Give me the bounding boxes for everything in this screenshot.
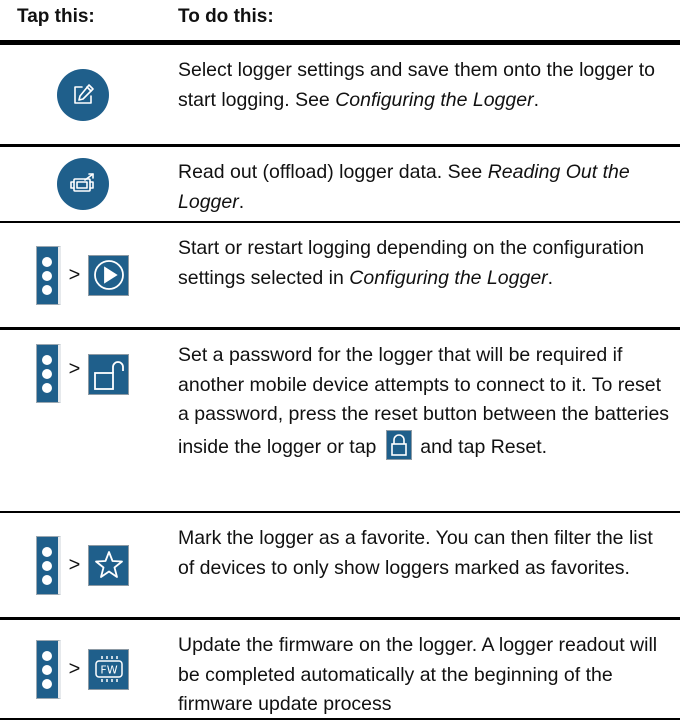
row-description: Update the firmware on the logger. A logger readout will be completed automatically at the beginning of the firmware update process <box>178 634 658 715</box>
icon-cell <box>0 147 165 221</box>
separator-arrow: > <box>68 358 81 380</box>
table-row-readout <box>0 147 680 223</box>
header-to-do-this: To do this: <box>178 6 274 27</box>
row-description: Read out (offload) logger data. See Reading Out the Logger. <box>178 161 630 213</box>
link-reading-out-the-logger[interactable]: Reading Out the Logger <box>178 161 630 213</box>
lock-icon[interactable] <box>386 430 412 460</box>
separator-arrow: > <box>68 553 81 576</box>
separator-arrow: > <box>68 657 81 680</box>
row-description: Select logger settings and save them onto the logger to start logging. See Configuring the Logger. <box>178 59 655 111</box>
firmware-icon[interactable] <box>88 649 129 690</box>
link-configuring-the-logger[interactable]: Configuring the Logger <box>349 266 548 289</box>
icon-cell <box>0 330 165 511</box>
icon-cell <box>0 513 165 617</box>
row-description: Start or restart logging depending on the configuration settings selected in Configuring the Logger. <box>178 237 645 289</box>
table-row-firmware <box>0 620 680 720</box>
readout-offload-icon[interactable] <box>57 158 109 210</box>
table-row-password <box>0 330 680 513</box>
more-menu-icon[interactable] <box>36 246 61 305</box>
icon-cell <box>0 620 165 718</box>
more-menu-icon[interactable] <box>36 344 61 403</box>
more-menu-icon[interactable] <box>36 536 61 595</box>
table-row-configure <box>0 45 680 147</box>
row-description: Set a password for the logger that will be required if another mobile device attempts to connect to it. To reset a password, press the reset button between the batteries inside the logger or tap and tap Reset. <box>178 344 670 458</box>
svg-text:FW: FW <box>100 663 118 677</box>
table-row-favorite <box>0 513 680 620</box>
table-row-start-logging <box>0 223 680 330</box>
unlock-icon[interactable] <box>88 354 129 395</box>
play-icon[interactable] <box>88 255 129 296</box>
edit-settings-icon[interactable] <box>57 69 109 121</box>
separator-arrow: > <box>68 263 81 286</box>
row-description: Mark the logger as a favorite. You can then filter the list of devices to only show loggers marked as favorites. <box>178 527 653 579</box>
table-header <box>0 0 680 45</box>
icon-cell <box>0 223 165 327</box>
icon-cell <box>0 45 165 144</box>
link-configuring-the-logger[interactable]: Configuring the Logger <box>335 88 534 111</box>
star-icon[interactable] <box>88 545 129 586</box>
header-tap-this: Tap this: <box>17 6 95 27</box>
more-menu-icon[interactable] <box>36 640 61 699</box>
